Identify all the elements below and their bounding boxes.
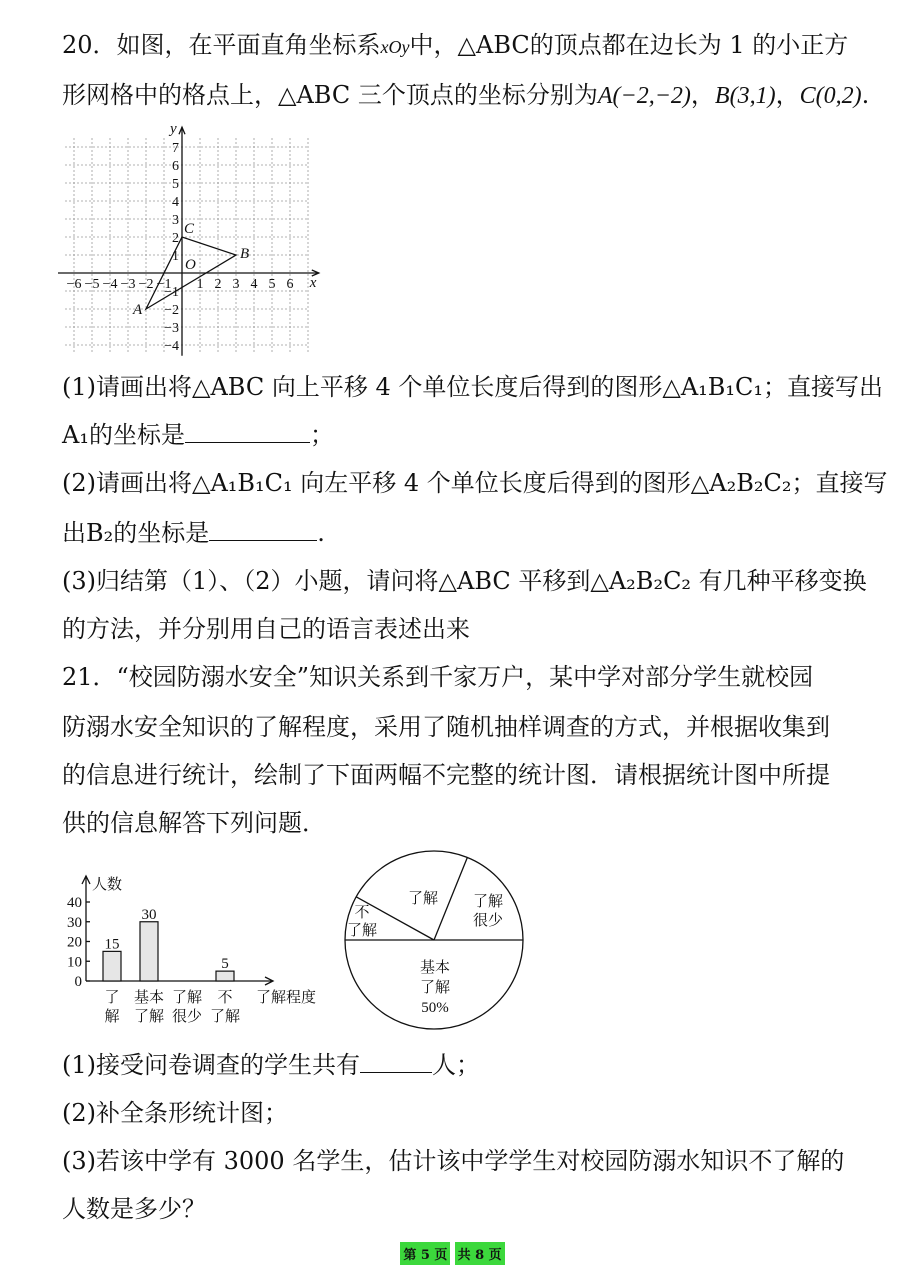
- bar-value-label: 30: [141, 906, 157, 923]
- q20-sub1-line2: A₁的坐标是 ；: [62, 421, 334, 449]
- q21-sub1: (1)接受问卷调查的学生共有 人；: [62, 1051, 480, 1079]
- bar-category-label: 了: [104, 990, 120, 1006]
- bar-y-tick-label: 0: [74, 974, 82, 990]
- bar-category-label: 了解: [209, 1009, 241, 1025]
- q20-line2: 形网格中的格点上，△ABC 三个顶点的坐标分别为A(−2,−2)，B(3,1)，C(0,2).: [62, 81, 870, 109]
- y-tick-label: 1: [172, 249, 179, 264]
- y-tick-label: −3: [164, 321, 179, 336]
- bar-chart: [60, 868, 330, 1033]
- q21-sub3-line1: (3)若该中学有 3000 名学生，估计该中学学生对校园防溺水知识不了解的: [62, 1147, 845, 1175]
- pie-label-unknown: 不: [354, 905, 370, 921]
- coordinate-grid: [58, 118, 323, 364]
- y-axis-label: y: [170, 121, 177, 138]
- y-tick-label: 4: [172, 195, 179, 210]
- bar: [103, 951, 121, 981]
- bar-category-label: 了解: [171, 990, 203, 1006]
- bar-category-label: 基本: [133, 990, 165, 1006]
- pie-label-little: 了解: [472, 894, 504, 910]
- x-tick-label: 5: [268, 277, 276, 292]
- answer-blank-total[interactable]: [360, 1050, 432, 1073]
- x-tick-label: 6: [286, 277, 294, 292]
- q20-sub2-line2: 出B₂的坐标是 .: [62, 519, 325, 547]
- x-tick-label: 3: [232, 277, 240, 292]
- x-tick-label: −3: [120, 277, 136, 292]
- y-tick-label: −4: [164, 339, 179, 354]
- bar-value-label: 5: [221, 956, 229, 973]
- pie-label-little: 很少: [472, 913, 504, 929]
- answer-blank-a1[interactable]: [185, 420, 310, 443]
- x-tick-label: −5: [84, 277, 100, 292]
- q21-sub2: (2)补全条形统计图；: [62, 1099, 288, 1127]
- y-tick-label: −2: [164, 303, 179, 318]
- bar-category-label: 不: [217, 990, 233, 1006]
- bar-y-tick-label: 10: [67, 954, 82, 971]
- x-tick-label: 1: [196, 277, 204, 292]
- pie-slice-divider: [434, 857, 467, 940]
- bar-value-label: 15: [104, 936, 120, 953]
- page-total: 共 8 页: [455, 1242, 505, 1265]
- x-tick-label: −4: [102, 277, 118, 292]
- bar-y-tick-label: 30: [67, 914, 82, 931]
- point-a-label: A: [133, 302, 143, 318]
- y-tick-label: −1: [164, 285, 179, 300]
- pie-label-unknown: 了解: [346, 923, 378, 939]
- q21-line2: 防溺水安全知识的了解程度，采用了随机抽样调查的方式，并根据收集到: [62, 713, 830, 741]
- q21-line4: 供的信息解答下列问题．: [62, 809, 326, 837]
- pie-chart: [340, 850, 530, 1035]
- bar-y-tick-label: 20: [67, 934, 82, 951]
- y-tick-label: 7: [172, 141, 179, 156]
- q21-line1: 21．“校园防溺水安全”知识关系到千家万户，某中学对部分学生就校园: [62, 663, 814, 691]
- x-tick-label: 2: [214, 277, 222, 292]
- y-tick-label: 6: [172, 159, 179, 174]
- q21-sub3-line2: 人数是多少？: [62, 1195, 206, 1223]
- bar-category-label: 了解: [133, 1009, 165, 1025]
- q20-sub3-line2: 的方法，并分别用自己的语言表述出来: [62, 615, 470, 643]
- bar-x-axis-label: 了解程度: [256, 990, 317, 1006]
- q20-sub1-line1: (1)请画出将△ABC 向上平移 4 个单位长度后得到的图形△A₁B₁C₁；直接写出: [62, 373, 884, 401]
- point-c-label: C: [184, 221, 195, 237]
- pie-label-basic: 基本: [419, 960, 451, 976]
- page-footer: [0, 1242, 905, 1265]
- page-number: 第 5 页: [400, 1242, 450, 1265]
- bar-y-axis-label: 人数: [92, 877, 123, 893]
- pie-label-know: 了解: [407, 891, 439, 907]
- origin-label: O: [185, 257, 196, 273]
- pie-label-basic: 50%: [421, 1000, 449, 1016]
- bar-category-label: 很少: [171, 1009, 203, 1025]
- x-tick-label: −1: [156, 277, 172, 292]
- y-tick-label: 3: [172, 213, 179, 228]
- x-tick-label: 4: [250, 277, 258, 292]
- q20-line1: 20．如图，在平面直角坐标系xOy中，△ABC的顶点都在边长为 1 的小正方: [62, 31, 849, 59]
- q21-line3: 的信息进行统计，绘制了下面两幅不完整的统计图．请根据统计图中所提: [62, 761, 830, 789]
- x-tick-label: −2: [138, 277, 154, 292]
- bar-category-label: 解: [104, 1009, 120, 1025]
- answer-blank-b2[interactable]: [209, 518, 317, 541]
- pie-label-basic: 了解: [419, 980, 451, 996]
- bar: [216, 971, 234, 981]
- bar: [140, 922, 158, 981]
- y-tick-label: 2: [172, 231, 179, 246]
- bar-y-tick-label: 40: [67, 895, 82, 911]
- x-tick-label: −6: [66, 277, 82, 292]
- point-b-label: B: [240, 246, 250, 262]
- y-tick-label: 5: [172, 177, 179, 192]
- q20-sub2-line1: (2)请画出将△A₁B₁C₁ 向左平移 4 个单位长度后得到的图形△A₂B₂C₂；直接写: [62, 469, 888, 497]
- q20-sub3-line1: (3)归结第（1）、（2）小题，请问将△ABC 平移到△A₂B₂C₂ 有几种平移变换: [62, 567, 867, 595]
- x-axis-label: x: [309, 275, 317, 291]
